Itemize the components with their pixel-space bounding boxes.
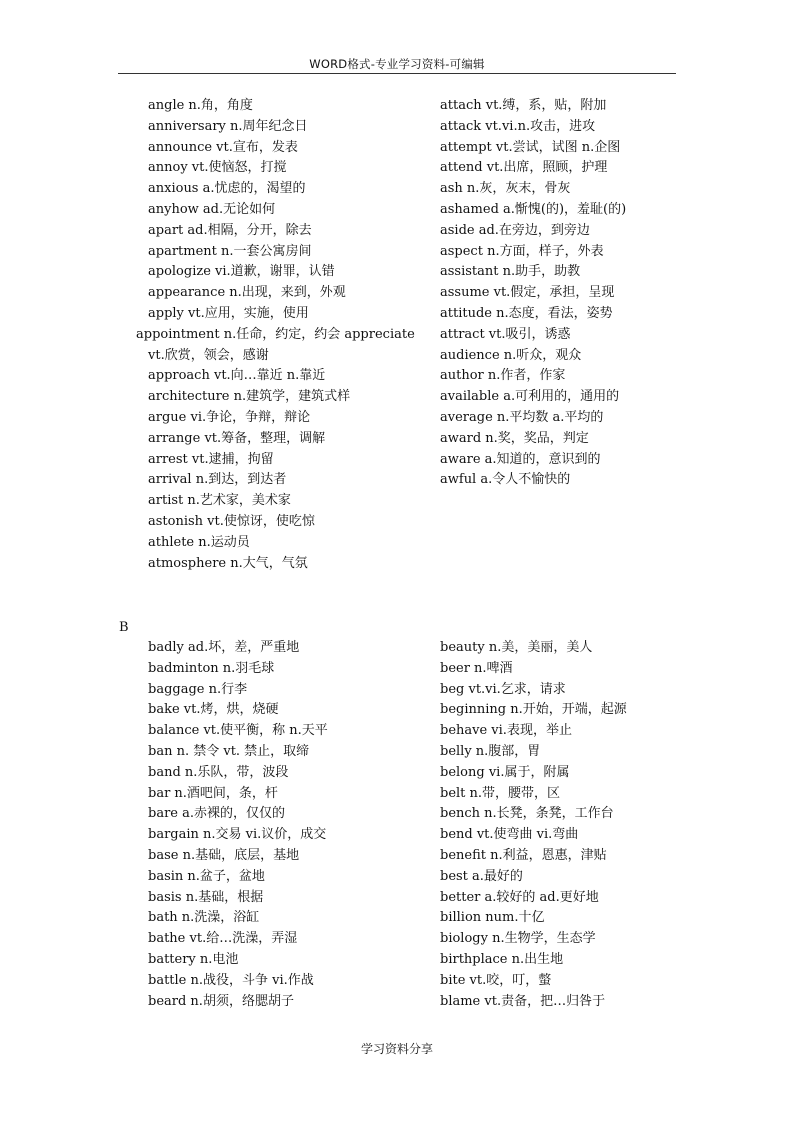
vocab-entry: attach vt.缚，系，贴，附加 (440, 98, 607, 113)
vocab-entry: battery n.电池 (148, 951, 239, 967)
vocab-entry: award n.奖，奖品，判定 (440, 430, 589, 446)
vocab-entry: attitude n.态度，看法，姿势 (440, 305, 613, 321)
vocab-entry: biology n.生物学，生态学 (440, 931, 596, 947)
vocab-entry: attract vt.吸引，诱惑 (440, 326, 571, 342)
vocab-entry: appearance n.出现，来到，外观 (148, 285, 346, 301)
vocab-entry: benefit n.利益，恩惠，津贴 (440, 847, 607, 863)
vocab-entry: annoy vt.使恼怒，打搅 (148, 160, 287, 176)
vocab-entry: apart ad.相隔，分开，除去 (148, 222, 312, 238)
vocab-entry: base n.基础，底层，基地 (148, 847, 300, 863)
header-divider (118, 73, 676, 74)
vocab-entry: bend vt.使弯曲 vi.弯曲 (440, 827, 579, 843)
vocab-entry: badly ad.坏，差，严重地 (148, 640, 300, 655)
vocab-entry: bite vt.咬，叮，螫 (440, 972, 552, 988)
section-a-left-column (136, 96, 415, 574)
vocab-entry: band n.乐队，带，波段 (148, 764, 289, 780)
vocab-entry: ban n. 禁令 vt. 禁止，取缔 (148, 743, 310, 759)
vocab-entry: arrest vt.逮捕，拘留 (148, 451, 274, 467)
vocab-entry: audience n.听众，观众 (440, 347, 582, 363)
vocab-entry: better a.较好的 ad.更好地 (440, 889, 599, 905)
vocab-entry: aspect n.方面，样子，外表 (440, 243, 604, 259)
page-header: WORD格式-专业学习资料-可编辑 (309, 57, 485, 71)
vocab-entry: arrange vt.筹备，整理，调解 (148, 430, 326, 446)
vocab-entry: balance vt.使平衡，称 n.天平 (148, 723, 328, 739)
vocab-entry: blame vt.责备，把…归咎于 (440, 993, 606, 1009)
vocab-entry: basin n.盆子，盆地 (148, 868, 265, 884)
vocab-entry: belong vi.属于，附属 (440, 764, 570, 780)
vocab-entry: athlete n.运动员 (148, 534, 250, 550)
vocab-entry: assistant n.助手，助教 (440, 264, 581, 280)
vocab-entry: ashamed a.惭愧(的)，羞耻(的) (440, 201, 627, 217)
vocab-entry: aware a.知道的，意识到的 (440, 451, 601, 467)
vocab-entry: apologize vi.道歉，谢罪，认错 (148, 264, 335, 280)
vocab-entry: average n.平均数 a.平均的 (440, 409, 604, 425)
vocab-entry: bare a.赤裸的，仅仅的 (148, 806, 285, 822)
vocab-entry: anxious a.忧虑的，渴望的 (148, 181, 306, 197)
vocab-entry: attack vt.vi.n.攻击，进攻 (440, 118, 596, 134)
vocab-entry: bake vt.烤，烘，烧硬 (148, 702, 279, 718)
vocab-entry: aside ad.在旁边，到旁边 (440, 222, 590, 238)
vocab-entry: bargain n.交易 vi.议价，成交 (148, 827, 327, 843)
vocab-entry: apartment n.一套公寓房间 (148, 243, 312, 259)
vocab-entry: anniversary n.周年纪念日 (148, 118, 308, 134)
vocab-entry: best a.最好的 (440, 868, 523, 884)
section-a-right-column (440, 96, 626, 491)
vocab-entry: angle n.角，角度 (148, 98, 253, 113)
section-b-left-column (148, 638, 328, 1012)
vocab-entry: bath n.洗澡，浴缸 (148, 910, 260, 926)
vocab-entry: astonish vt.使惊讶，使吃惊 (148, 513, 315, 529)
vocab-entry: billion num.十亿 (440, 910, 545, 926)
section-letter-b: B (119, 620, 129, 635)
vocab-entry: belt n.带，腰带，区 (440, 785, 561, 801)
vocab-entry: ash n.灰，灰末，骨灰 (440, 181, 571, 197)
vocab-entry: author n.作者，作家 (440, 368, 566, 384)
vocab-entry: battle n.战役，斗争 vi.作战 (148, 972, 314, 988)
vocab-entry: birthplace n.出生地 (440, 951, 564, 967)
vocab-entry: beer n.啤酒 (440, 660, 513, 676)
vocab-entry: beauty n.美，美丽，美人 (440, 640, 593, 655)
vocab-entry: attempt vt.尝试，试图 n.企图 (440, 139, 621, 155)
vocab-entry: beard n.胡须，络腮胡子 (148, 993, 294, 1009)
vocab-entry: vt.欣赏，领会，感谢 (148, 347, 269, 363)
vocab-entry: bar n.酒吧间，条，杆 (148, 785, 278, 801)
section-b-right-column (440, 638, 627, 1012)
vocab-entry: baggage n.行李 (148, 681, 248, 697)
vocab-entry: atmosphere n.大气，气氛 (148, 555, 308, 571)
vocab-entry: anyhow ad.无论如何 (148, 201, 276, 217)
vocab-entry: beg vt.vi.乞求，请求 (440, 681, 566, 697)
vocab-entry: artist n.艺术家，美术家 (148, 493, 291, 509)
vocab-entry: appointment n.任命，约定，约会 appreciate (136, 326, 415, 342)
vocab-entry: belly n.腹部，胃 (440, 743, 541, 759)
vocab-entry: approach vt.向…靠近 n.靠近 (148, 368, 326, 384)
vocab-entry: beginning n.开始，开端，起源 (440, 702, 627, 718)
vocab-entry: basis n.基础，根据 (148, 889, 264, 905)
page-footer: 学习资料分享 (360, 1042, 433, 1056)
vocab-entry: bathe vt.给…洗澡，弄湿 (148, 931, 298, 947)
vocab-entry: apply vt.应用，实施，使用 (148, 305, 309, 321)
vocab-entry: awful a.令人不愉快的 (440, 472, 571, 488)
vocab-entry: bench n.长凳，条凳，工作台 (440, 806, 614, 822)
vocab-entry: behave vi.表现，举止 (440, 723, 572, 739)
vocab-entry: attend vt.出席，照顾，护理 (440, 160, 608, 176)
vocab-entry: assume vt.假定，承担，呈现 (440, 285, 615, 301)
vocab-entry: architecture n.建筑学，建筑式样 (148, 389, 351, 405)
vocab-entry: arrival n.到达，到达者 (148, 472, 287, 488)
vocab-entry: badminton n.羽毛球 (148, 660, 275, 676)
vocab-entry: argue vi.争论，争辩，辩论 (148, 409, 311, 425)
vocab-entry: available a.可利用的，通用的 (440, 389, 620, 405)
vocab-entry: announce vt.宣布，发表 (148, 139, 298, 155)
